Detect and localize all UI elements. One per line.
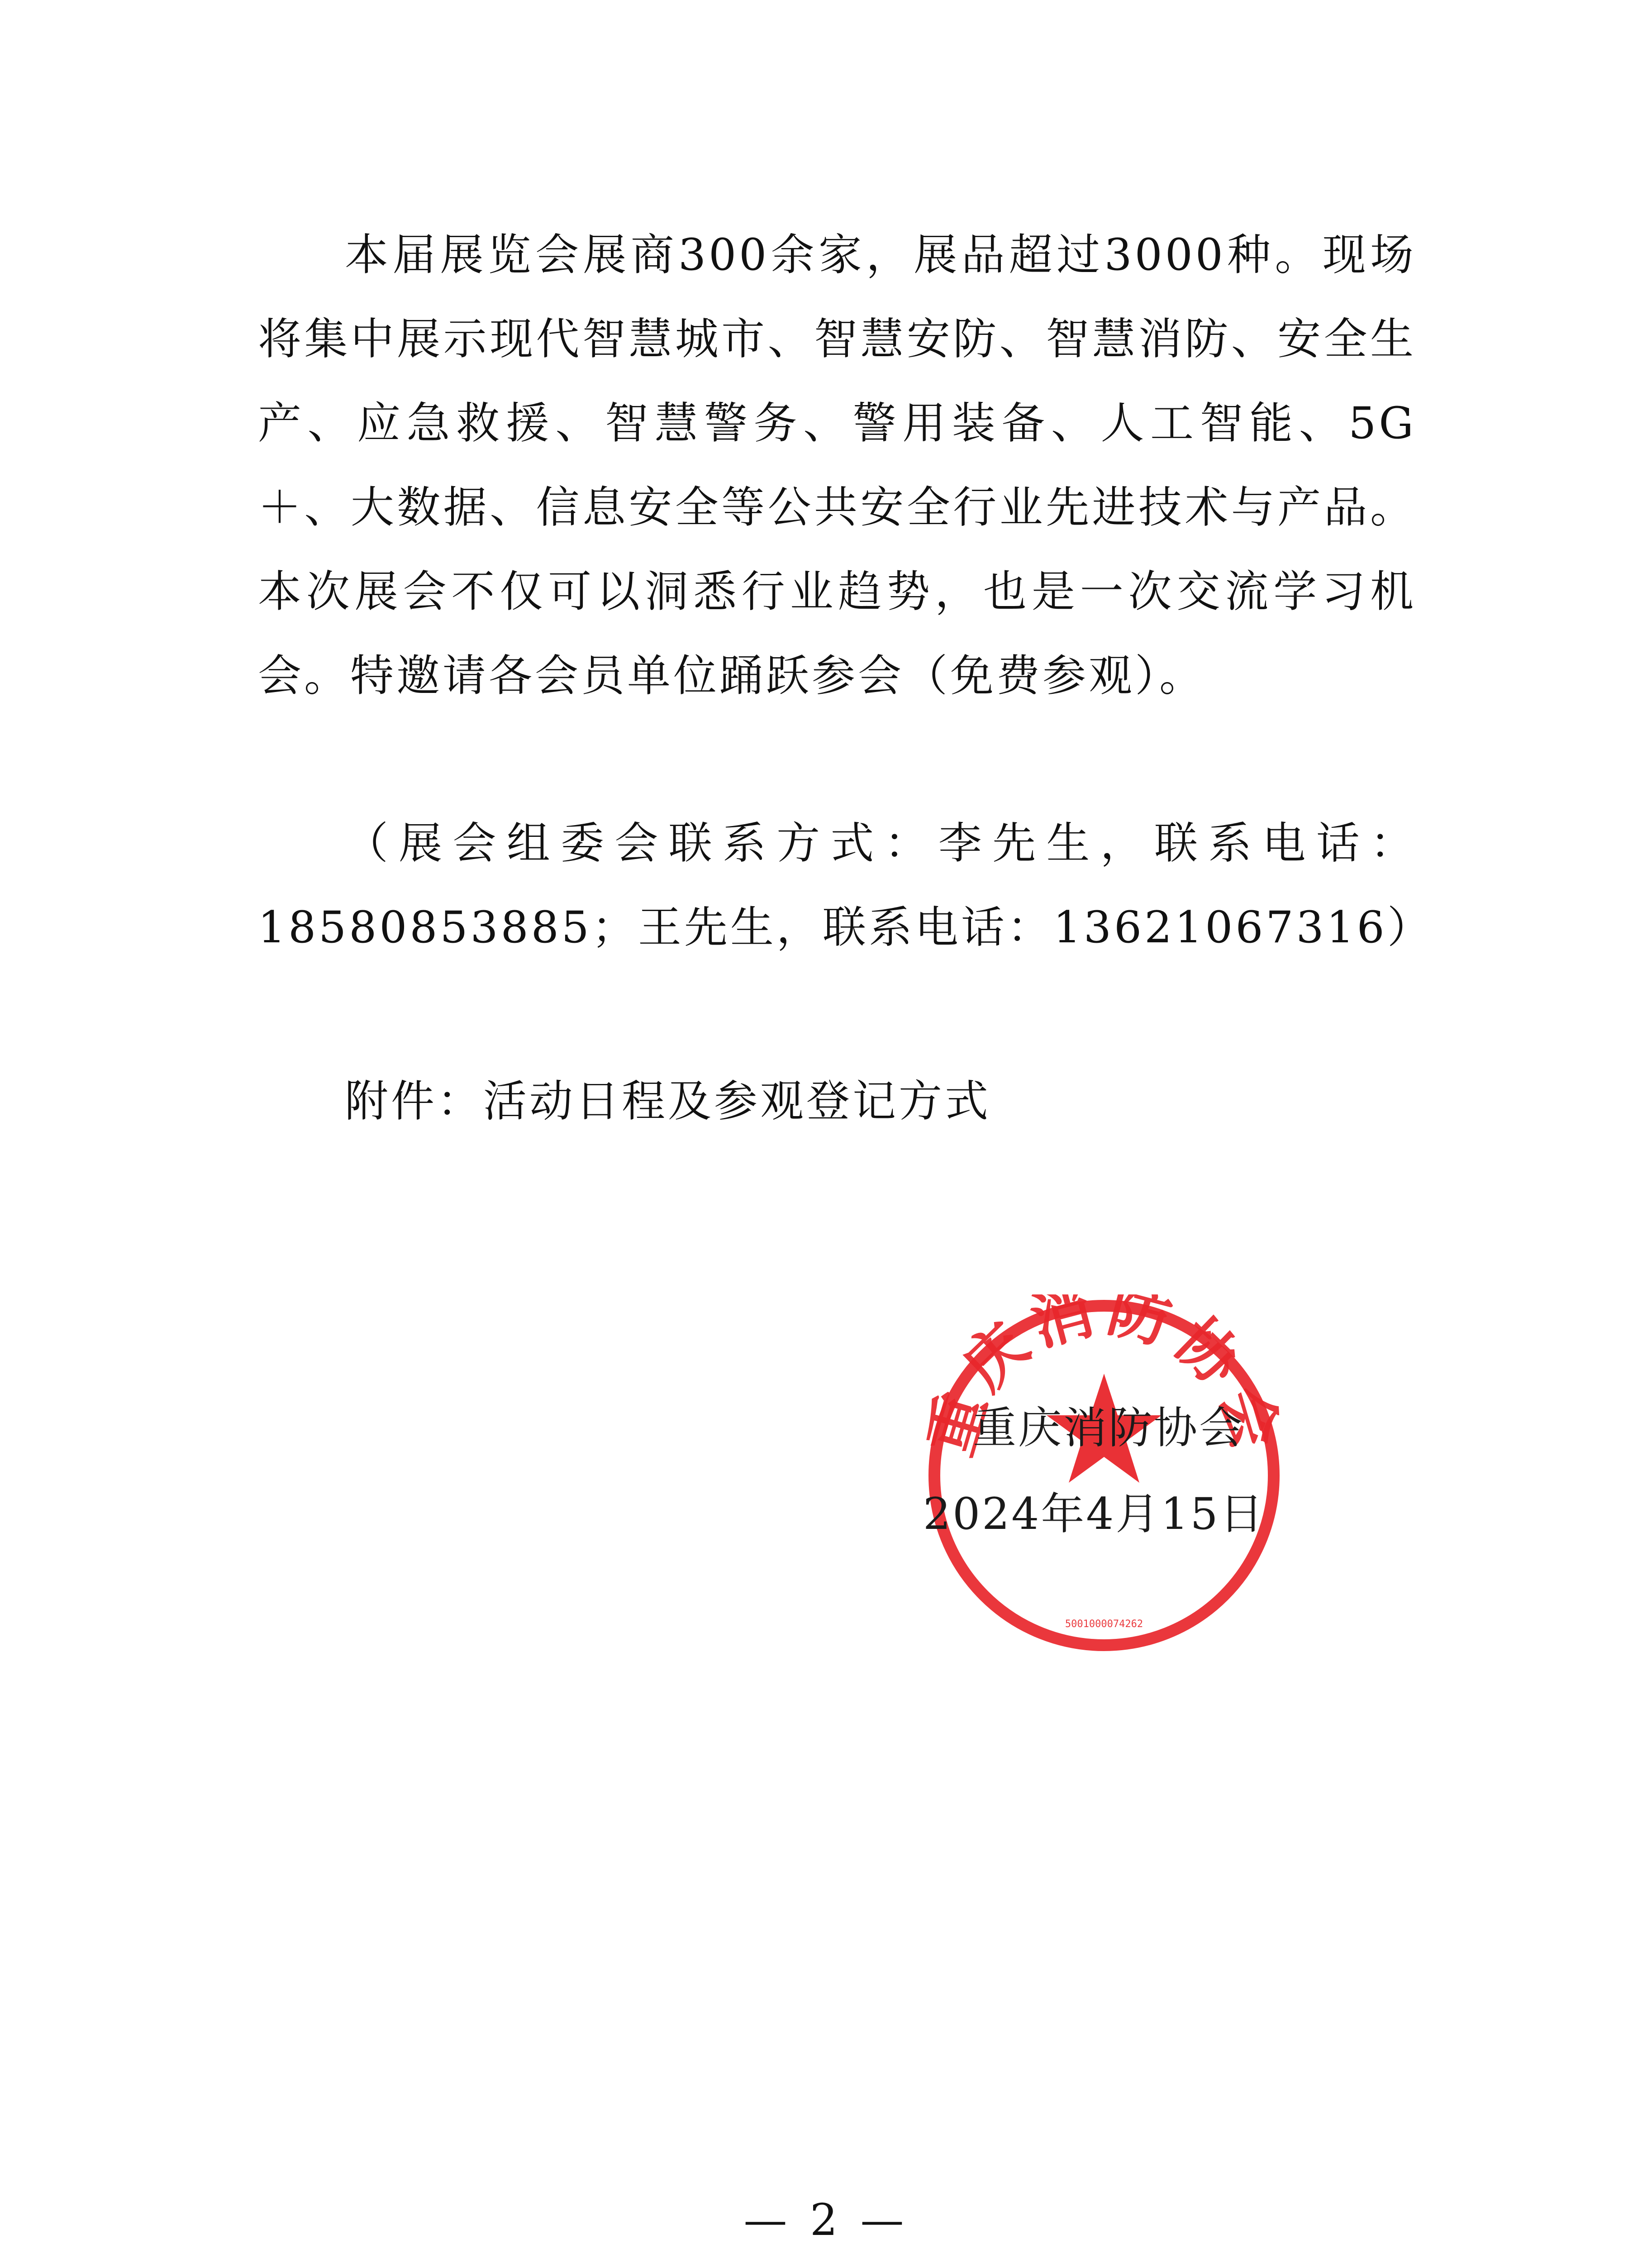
- page-number: — 2 —: [743, 2195, 909, 2245]
- official-seal: [923, 1294, 1285, 1657]
- signature-organization: 重庆消防协会: [973, 1403, 1244, 1453]
- seal-text: 重庆消防协会: [923, 1294, 1285, 1463]
- contact-paragraph: （展会组委会联系方式：李先生，联系电话：18580853885；王先生，联系电话：13621067316）: [258, 818, 1433, 953]
- intro-paragraph: 本届展览会展商300余家，展品超过3000种。现场将集中展示现代智慧城市、智慧安防、智慧消防、安全生产、应急救援、智慧警务、警用装备、人工智能、5G＋、大数据、信息安全等公共安全行业先进技术与产品。本次展会不仅可以洞悉行业趋势，也是一次交流学习机会。特邀请各会员单位踊跃参会（免费参观）。: [258, 229, 1416, 701]
- seal-serial: 5001000074262: [1065, 1618, 1143, 1630]
- seal-graphic: [923, 1294, 1285, 1657]
- attachment-paragraph: 附件：活动日程及参观登记方式: [345, 1076, 991, 1127]
- signature-date: 2024年4月15日: [923, 1489, 1265, 1539]
